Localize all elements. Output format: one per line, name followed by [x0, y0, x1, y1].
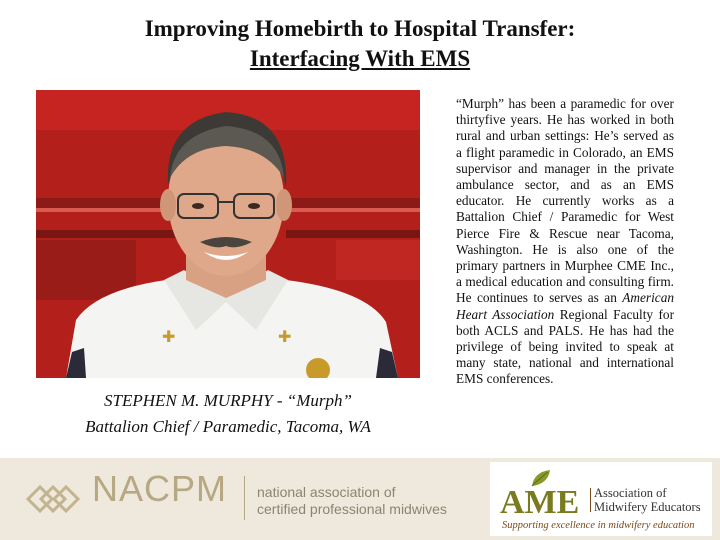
- ame-divider: [590, 488, 591, 512]
- ame-full-name: [594, 486, 701, 514]
- ame-logo: [490, 462, 712, 536]
- nacpm-full-name: [257, 484, 447, 518]
- biography-text: [456, 96, 674, 388]
- svg-text:✚: ✚: [278, 327, 292, 346]
- caption-role: Battalion Chief / Paramedic, Tacoma, WA: [85, 417, 371, 436]
- biography-paragraph: [456, 96, 674, 388]
- ame-name-line-1: Association of: [594, 486, 667, 500]
- nacpm-logo-text: NACPM: [92, 468, 228, 509]
- title-line-1: Improving Homebirth to Hospital Transfer:: [144, 16, 576, 41]
- svg-text:✚: ✚: [162, 327, 176, 346]
- caption-name: STEPHEN M. MURPHY - “Murph”: [104, 391, 352, 410]
- slide-title: [0, 14, 720, 74]
- bio-text-b: Regional Faculty for both ACLS and PALS. He has had the privilege of being invited to speak at many state, national and international EMS conferences.: [456, 306, 675, 387]
- photo-caption: [36, 388, 420, 440]
- nacpm-divider: [244, 476, 245, 520]
- bio-text-a: “Murph” has been a paramedic for over thirtyfive years. He has worked in both rural and urban settings: He’s served as a flight paramedic in Colorado, an EMS supervisor and manager in the private ambulance sector, and as an EMS educator. He currently works as a Battalion Chief / Paramedic for West Pierce Fire & Rescue near Tacoma, Washington. He is also one of the primary partners in Murphee CME Inc., a medical education and consulting firm. He continues to serves as an: [456, 96, 674, 306]
- ame-tagline: Supporting excellence in midwifery education: [502, 520, 695, 531]
- title-line-2: Interfacing With EMS: [249, 46, 471, 71]
- nacpm-name-line-1: national association of: [257, 484, 396, 500]
- bio-organization: American Heart Association: [456, 290, 674, 322]
- portrait-illustration: [36, 90, 420, 378]
- nacpm-name-line-2: certified professional midwives: [257, 501, 447, 517]
- portrait-photo: [36, 90, 420, 378]
- ame-name-line-2: Midwifery Educators: [594, 500, 701, 514]
- footer-bar: [0, 458, 720, 540]
- ame-logo-text: AME: [500, 484, 580, 521]
- nacpm-knot-icon: [22, 474, 84, 524]
